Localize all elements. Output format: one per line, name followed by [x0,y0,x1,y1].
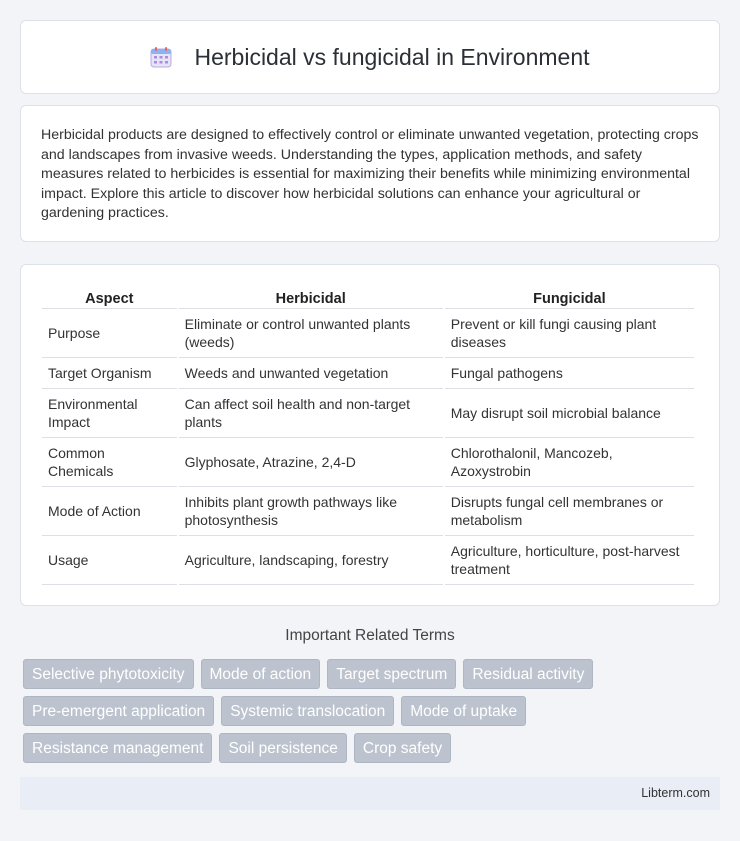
table-cell: Chlorothalonil, Mancozeb, Azoxystrobin [445,438,694,487]
table-row [42,309,694,358]
table-row [42,438,694,487]
term-chip[interactable]: Resistance management [23,733,212,763]
term-chip[interactable]: Selective phytotoxicity [23,659,194,689]
related-terms-title: Important Related Terms [285,627,455,644]
table-cell: Prevent or kill fungi causing plant diseases [445,309,694,358]
table-cell: Target Organism [42,358,177,389]
table-row [42,536,694,585]
table-cell: Environmental Impact [42,389,177,438]
calendar-icon [150,46,172,68]
table-cell: Usage [42,536,177,585]
table-cell: May disrupt soil microbial balance [445,389,694,438]
intro-card [20,105,720,242]
footer-site-link[interactable]: Libterm.com [641,786,710,800]
related-terms-list [23,659,717,763]
header-aspect: Aspect [42,285,177,309]
footer [20,777,720,810]
table-row [42,389,694,438]
intro-text: Herbicidal products are designed to effectively control or eliminate unwanted vegetation, protecting crops and landscapes from invasive weeds. Understanding the types, application methods, and safety measures related to herbicides is essential for maximizing their benefits while minimizing environmental impact. Explore this article to discover how herbicidal solutions can enhance your agricultural or gardening practices. [41,127,699,221]
table-cell: Can affect soil health and non-target plants [179,389,443,438]
header-card [20,20,720,94]
table-cell: Common Chemicals [42,438,177,487]
table-cell: Glyphosate, Atrazine, 2,4-D [179,438,443,487]
term-chip[interactable]: Target spectrum [327,659,456,689]
table-cell: Weeds and unwanted vegetation [179,358,443,389]
term-chip[interactable]: Pre-emergent application [23,696,214,726]
term-chip[interactable]: Residual activity [463,659,593,689]
table-cell: Eliminate or control unwanted plants (weeds) [179,309,443,358]
term-chip[interactable]: Soil persistence [219,733,346,763]
header-fungicidal: Fungicidal [445,285,694,309]
header-herbicidal: Herbicidal [179,285,443,309]
table-row [42,487,694,536]
table-cell: Mode of Action [42,487,177,536]
term-chip[interactable]: Mode of uptake [401,696,526,726]
comparison-table [40,285,696,585]
table-cell: Purpose [42,309,177,358]
table-row [42,358,694,389]
table-cell: Fungal pathogens [445,358,694,389]
comparison-card [20,264,720,606]
term-chip[interactable]: Systemic translocation [221,696,394,726]
table-cell: Inhibits plant growth pathways like photosynthesis [179,487,443,536]
table-cell: Agriculture, horticulture, post-harvest treatment [445,536,694,585]
term-chip[interactable]: Mode of action [201,659,321,689]
term-chip[interactable]: Crop safety [354,733,451,763]
table-cell: Disrupts fungal cell membranes or metabolism [445,487,694,536]
page-title: Herbicidal vs fungicidal in Environment [194,43,590,70]
table-cell: Agriculture, landscaping, forestry [179,536,443,585]
